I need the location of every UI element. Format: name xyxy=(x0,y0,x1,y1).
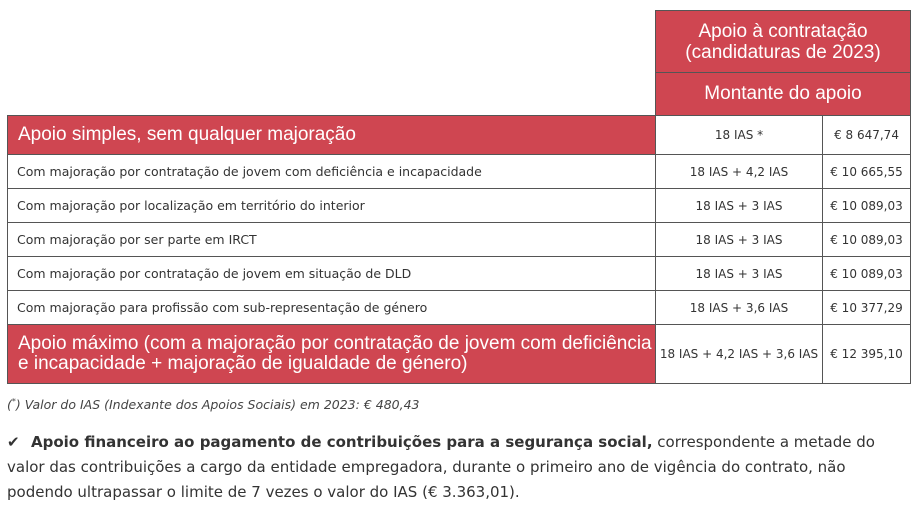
row-label: Com majoração por ser parte em IRCT xyxy=(8,223,656,257)
row-ias: 18 IAS * xyxy=(656,116,823,155)
row-amount: € 8 647,74 xyxy=(823,116,911,155)
row-amount: € 10 089,03 xyxy=(823,257,911,291)
row-label: Com majoração por contratação de jovem com deficiência e incapacidade xyxy=(8,155,656,189)
row-amount: € 10 089,03 xyxy=(823,223,911,257)
paragraph-text: correspondente a metade do valor das contribuições a cargo da entidade empregadora, durante o primeiro ano de vigência do contrato, não podendo ultrapassar o limite de 7 vezes o valor do IAS (€ 3.363,01). xyxy=(7,433,875,501)
row-label: Apoio máximo (com a majoração por contratação de jovem com deficiência e incapacidade + majoração de igualdade de género) xyxy=(8,325,656,384)
table-header-row xyxy=(8,11,911,73)
footnote: (*) Valor do IAS (Indexante dos Apoios Sociais) em 2023: € 480,43 xyxy=(7,397,420,413)
row-ias: 18 IAS + 3,6 IAS xyxy=(656,291,823,325)
financial-support-paragraph xyxy=(7,430,912,505)
row-ias: 18 IAS + 3 IAS xyxy=(656,257,823,291)
table-title: Apoio à contratação (candidaturas de 2023) xyxy=(656,11,911,73)
paragraph-bold-text: Apoio financeiro ao pagamento de contribuições para a segurança social, xyxy=(31,433,653,451)
row-label: Com majoração por localização em território do interior xyxy=(8,189,656,223)
table-row xyxy=(8,155,911,189)
table-row-main xyxy=(8,116,911,155)
row-label: Apoio simples, sem qualquer majoração xyxy=(8,116,656,155)
footnote-text: Valor do IAS (Indexante dos Apoios Sociais) em 2023: € 480,43 xyxy=(24,397,420,413)
row-label: Com majoração para profissão com sub-representação de género xyxy=(8,291,656,325)
table-row xyxy=(8,291,911,325)
table-row-max xyxy=(8,325,911,384)
row-ias: 18 IAS + 3 IAS xyxy=(656,189,823,223)
row-amount: € 10 089,03 xyxy=(823,189,911,223)
row-amount: € 12 395,10 xyxy=(823,325,911,384)
table-row xyxy=(8,189,911,223)
row-amount: € 10 665,55 xyxy=(823,155,911,189)
check-icon: ✔ xyxy=(7,433,20,451)
table-row xyxy=(8,223,911,257)
row-ias: 18 IAS + 4,2 IAS + 3,6 IAS xyxy=(656,325,823,384)
row-amount: € 10 377,29 xyxy=(823,291,911,325)
row-ias: 18 IAS + 3 IAS xyxy=(656,223,823,257)
row-label: Com majoração por contratação de jovem em situação de DLD xyxy=(8,257,656,291)
footnote-marker: * xyxy=(11,397,16,406)
support-table xyxy=(7,10,911,384)
header-blank-cell xyxy=(8,11,656,116)
row-ias: 18 IAS + 4,2 IAS xyxy=(656,155,823,189)
table-subtitle: Montante do apoio xyxy=(656,73,911,116)
support-table-container xyxy=(7,10,910,384)
table-row xyxy=(8,257,911,291)
